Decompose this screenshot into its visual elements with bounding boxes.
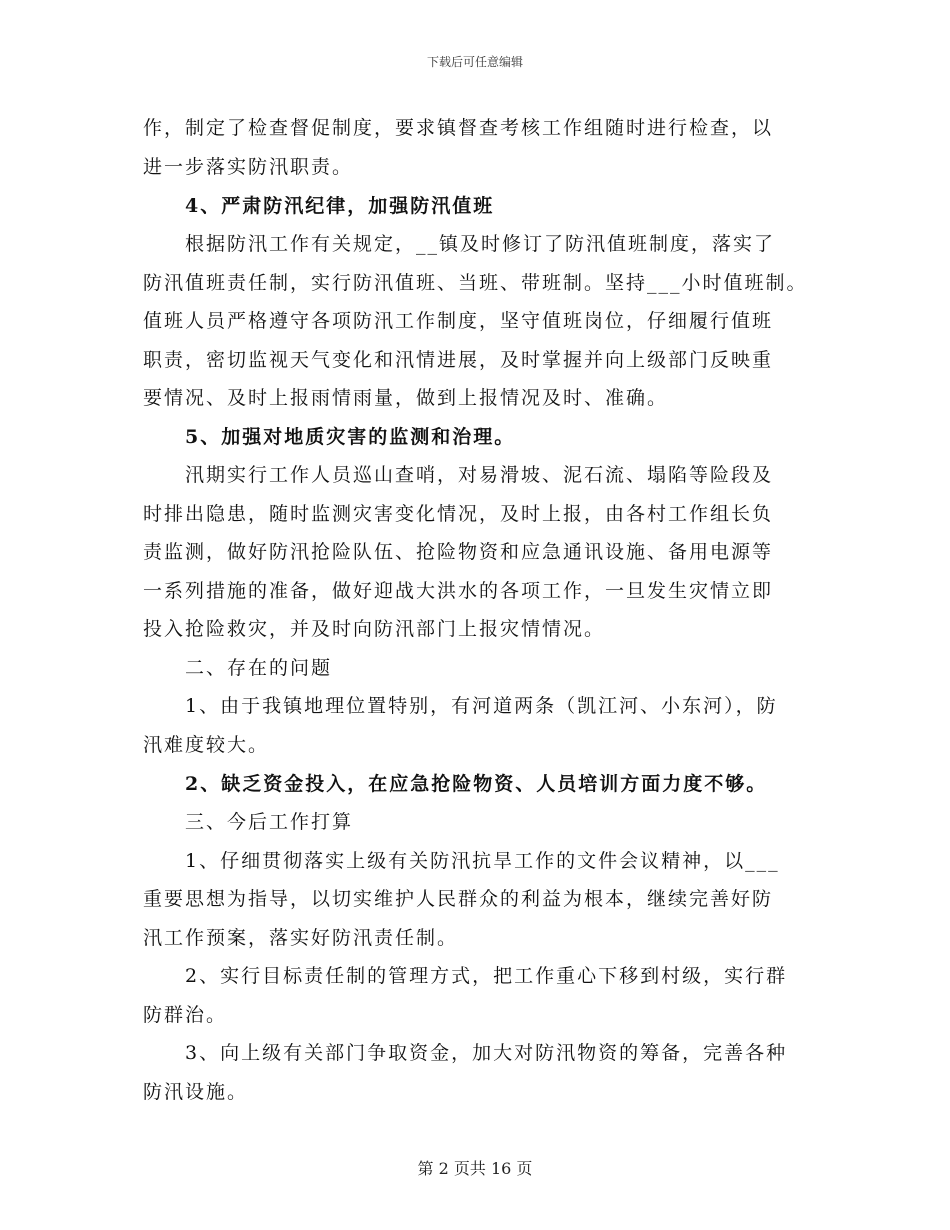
paragraph-line: 防群治。 xyxy=(143,1004,228,1026)
paragraph-line: 投入抢险救灾，并及时向防汛部门上报灾情情况。 xyxy=(143,618,606,640)
page-header: 下载后可任意编辑 xyxy=(426,55,523,69)
paragraph-line: 防汛值班责任制，实行防汛值班、当班、带班制。坚持___小时值班制。 xyxy=(143,272,808,294)
page-footer: 第 2 页共 16 页 xyxy=(417,1159,533,1178)
paragraph-line: 作，制定了检查督促制度，要求镇督查考核工作组随时进行检查，以 xyxy=(143,117,774,139)
paragraph-line: 进一步落实防汛职责。 xyxy=(143,156,354,178)
paragraph-line: 防汛设施。 xyxy=(143,1081,249,1103)
paragraph-line: 三、今后工作打算 xyxy=(185,811,354,833)
paragraph-line: 根据防汛工作有关规定，__镇及时修订了防汛值班制度，落实了 xyxy=(185,233,776,255)
paragraph-line: 1、仔细贯彻落实上级有关防汛抗旱工作的文件会议精神，以___ xyxy=(185,850,780,872)
paragraph-line: 汛工作预案，落实好防汛责任制。 xyxy=(143,927,459,949)
paragraph-line: 要情况、及时上报雨情雨量，做到上报情况及时、准确。 xyxy=(143,387,669,409)
paragraph-line: 职责，密切监视天气变化和汛情进展，及时掌握并向上级部门反映重 xyxy=(143,349,774,371)
paragraph-line: 汛难度较大。 xyxy=(143,734,270,756)
paragraph-line: 重要思想为指导，以切实维护人民群众的利益为根本，继续完善好防 xyxy=(143,888,774,910)
paragraph-line: 责监测，做好防汛抢险队伍、抢险物资和应急通讯设施、备用电源等 xyxy=(143,541,774,563)
paragraph-line: 二、存在的问题 xyxy=(185,657,333,679)
paragraph-line: 1、由于我镇地理位置特别，有河道两条（凯江河、小东河），防 xyxy=(185,695,778,717)
section-heading: 2、缺乏资金投入，在应急抢险物资、人员培训方面力度不够。 xyxy=(185,773,768,795)
paragraph-line: 3、向上级有关部门争取资金，加大对防汛物资的筹备，完善各种 xyxy=(185,1042,788,1064)
paragraph-line: 时排出隐患，随时监测灾害变化情况，及时上报，由各村工作组长负 xyxy=(143,503,774,525)
paragraph-line: 值班人员严格遵守各项防汛工作制度，坚守值班岗位，仔细履行值班 xyxy=(143,310,774,332)
paragraph-line: 2、实行目标责任制的管理方式，把工作重心下移到村级，实行群 xyxy=(185,965,788,987)
paragraph-line: 一系列措施的准备，做好迎战大洪水的各项工作，一旦发生灾情立即 xyxy=(143,580,774,602)
section-heading: 4、严肃防汛纪律，加强防汛值班 xyxy=(185,195,495,217)
section-heading: 5、加强对地质灾害的监测和治理。 xyxy=(185,426,516,448)
paragraph-line: 汛期实行工作人员巡山查哨，对易滑坡、泥石流、塌陷等险段及 xyxy=(185,464,774,486)
